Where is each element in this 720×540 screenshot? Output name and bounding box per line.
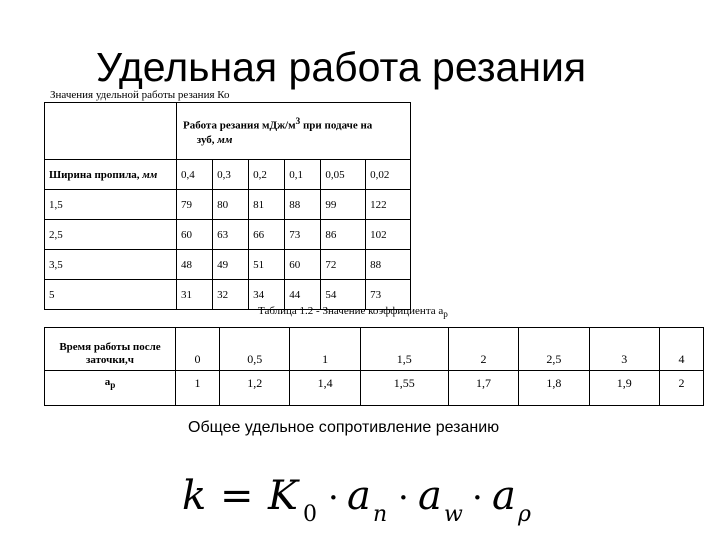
table2-coef-row [45,371,704,406]
table1-value-cell: 88 [366,250,411,280]
table1-header-row [45,103,411,160]
table2-time-cell: 4 [659,328,703,371]
formula-K-sub: 0 [303,502,317,527]
table1-width-cell: 1,5 [45,190,177,220]
formula-sub-w: w [444,502,463,527]
formula-k: k [182,473,207,519]
table1-value-cell: 73 [285,220,321,250]
formula-dot: · [328,478,339,518]
table1-value-cell: 81 [249,190,285,220]
table2-time-cell: 2 [448,328,518,371]
formula-svg [180,463,580,529]
table1-feed-cell: 0,4 [177,160,213,190]
formula-sub-n: n [373,502,388,527]
table1-value-cell: 63 [213,220,249,250]
table-row [45,190,411,220]
table1-value-cell: 60 [285,250,321,280]
table-row [45,220,411,250]
table1-feed-cell: 0,2 [249,160,285,190]
table2-time-cell: 1 [290,328,360,371]
page-title: Удельная работа резания [96,44,587,90]
formula-equals: = [220,473,254,519]
formula-a-rho: a [492,473,516,519]
table2-coef-cell: 1,9 [589,371,659,406]
table1-value-cell: 72 [321,250,366,280]
table2-coef-label-text: a [104,376,111,388]
table1-value-cell: 66 [249,220,285,250]
table2-caption-text: Таблица 1.2 - Значение коэффициента a [258,305,444,317]
table1-value-cell: 44 [285,280,321,310]
table2-coef-cell: 1,4 [290,371,360,406]
formula-sub-rho: ρ [518,502,531,527]
table1-row-label-unit: мм [142,168,158,181]
table1-value-cell: 122 [366,190,411,220]
table2-coef-cell: 1,7 [448,371,518,406]
formula-a-w: a [418,473,442,519]
table1-width-cell: 5 [45,280,177,310]
table1-value-cell: 79 [177,190,213,220]
table1-value-cell: 73 [366,280,411,310]
table2-coef-cell: 1 [176,371,220,406]
table1-header-unit: мм [217,134,233,147]
table2-time-cell: 3 [589,328,659,371]
table1-value-cell: 54 [321,280,366,310]
table1-value-cell: 86 [321,220,366,250]
formula-dot: · [398,478,409,518]
table1-value-cell: 49 [213,250,249,280]
table2-coef-cell: 1,2 [220,371,290,406]
table2-time-cell: 0 [176,328,220,371]
table1-value-cell: 80 [213,190,249,220]
table2-time-cell: 0,5 [220,328,290,371]
table2-caption-sub: р [443,309,448,320]
formula-dot: · [472,478,483,518]
table1-corner-cell [45,103,177,160]
table1-value-cell: 31 [177,280,213,310]
specific-work-table [44,102,411,310]
table1-value-cell: 99 [321,190,366,220]
table1-header-line2: зуб, [196,134,218,147]
table2-coef-label-sub: р [110,380,116,391]
table2-time-cell: 1,5 [360,328,448,371]
formula-K: K [268,473,298,519]
table1-feed-cell: 0,05 [321,160,366,190]
table1-feed-cell: 0,02 [366,160,411,190]
table1-feed-cell: 0,1 [285,160,321,190]
table1-value-cell: 102 [366,220,411,250]
table1-value-cell: 32 [213,280,249,310]
table2-time-cell: 2,5 [519,328,589,371]
table1-header-cell [177,103,411,160]
table2-coef-cell: 1,55 [360,371,448,406]
table1-header-line1-tail: при подаче на [300,119,373,132]
table-row [45,250,411,280]
table2-caption [258,305,448,321]
table1-feed-row [45,160,411,190]
formula-a-n: a [347,473,371,519]
table1-header-line1: Работа резания мДж/м [183,119,296,132]
table2-coef-label [45,371,176,406]
table1-row-label [45,160,177,190]
table2-time-label: Время работы после заточки,ч [45,328,176,371]
table1-row-label-text: Ширина пропила, [49,168,143,181]
table2-time-row [45,328,704,371]
table1-value-cell: 88 [285,190,321,220]
table1-value-cell: 51 [249,250,285,280]
table2-coef-cell: 2 [659,371,703,406]
table1-width-cell: 2,5 [45,220,177,250]
table1-value-cell: 60 [177,220,213,250]
table1-feed-cell: 0,3 [213,160,249,190]
coefficient-table [44,327,704,406]
table1-width-cell: 3,5 [45,250,177,280]
cutting-resistance-formula [180,463,580,534]
table1-value-cell: 48 [177,250,213,280]
section-subtitle: Общее удельное сопротивление резанию [188,419,500,436]
table1-caption: Значения удельной работы резания Ко [50,89,230,101]
table2-coef-cell: 1,8 [519,371,589,406]
table1-header-sup: 3 [295,115,301,126]
table1-value-cell: 34 [249,280,285,310]
